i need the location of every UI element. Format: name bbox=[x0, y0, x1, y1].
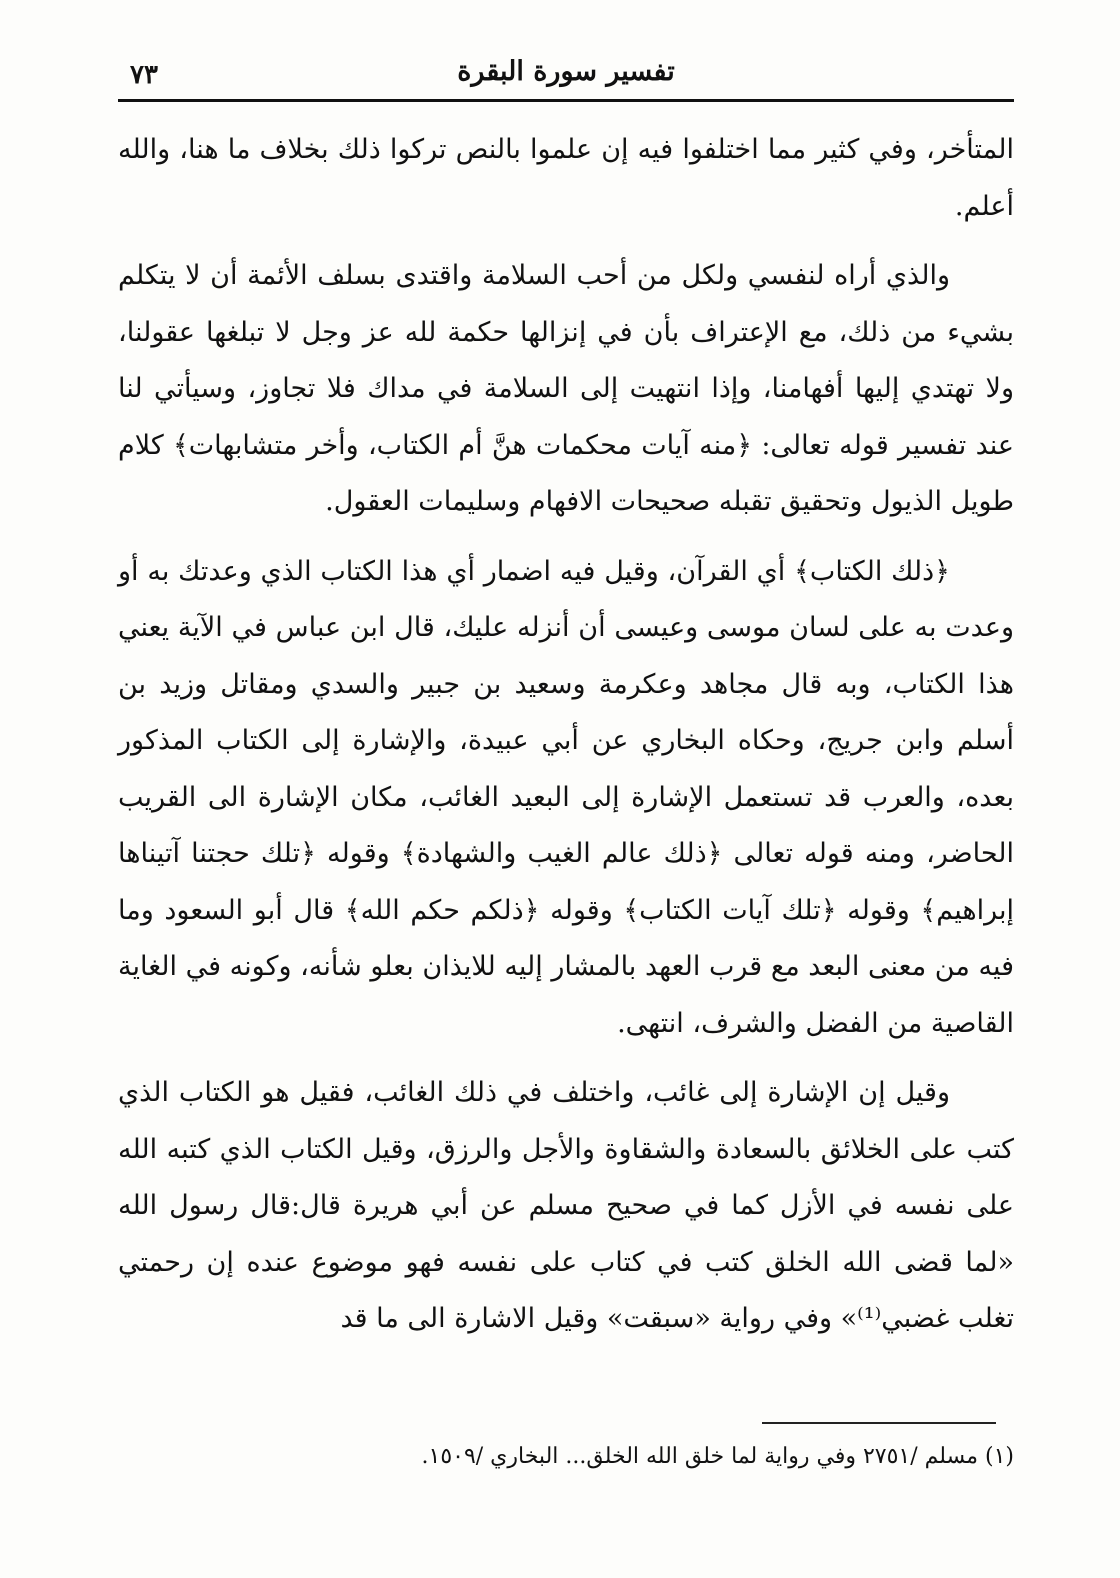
running-title: تفسير سورة البقرة bbox=[457, 56, 675, 87]
page-body bbox=[118, 122, 1014, 1361]
footnote-rule bbox=[762, 1422, 996, 1424]
header-rule bbox=[118, 99, 1014, 102]
footnote: (١) مسلم /٢٧٥١ وفي رواية لما خلق الله الخلق... البخاري /١٥٠٩. bbox=[421, 1444, 1014, 1469]
page-header bbox=[118, 50, 1014, 102]
page-number: ٧٣ bbox=[130, 60, 158, 90]
paragraph-4: وقيل إن الإشارة إلى غائب، واختلف في ذلك الغائب، فقيل هو الكتاب الذي كتب على الخلائق بالسعادة والشقاوة والأجل والرزق، وقيل الكتاب الذي كتبه الله على نفسه في الأزل كما في صحيح مسلم عن أبي هريرة قال:قال رسول الله «لما قضى الله الخلق كتب في كتاب على نفسه فهو موضوع عنده إن رحمتي تغلب غضبي⁽¹⁾» وفي رواية «سبقت» وقيل الاشارة الى ما قد bbox=[118, 1077, 1014, 1334]
paragraph-1: المتأخر، وفي كثير مما اختلفوا فيه إن علموا بالنص تركوا ذلك بخلاف ما هنا، والله أعلم. bbox=[118, 134, 1015, 222]
paragraph-2: والذي أراه لنفسي ولكل من أحب السلامة واقتدى بسلف الأئمة أن لا يتكلم بشيء من ذلك، مع الإعتراف بأن في إنزالها حكمة لله عز وجل لا تبلغها عقولنا، ولا تهتدي إليها أفهامنا، وإذا انتهيت إلى السلامة في مداك فلا تجاوز، وسيأتي لنا عند تفسير قوله تعالى: ﴿منه آيات محكمات هنَّ أم الكتاب، وأخر متشابهات﴾ كلام طويل الذيول وتحقيق تقبله صحيحات الافهام وسليمات العقول. bbox=[118, 260, 1014, 517]
paragraph-3: ﴿ذلك الكتاب﴾ أي القرآن، وقيل فيه اضمار أي هذا الكتاب الذي وعدتك به أو وعدت به على لسان موسى وعيسى أن أنزله عليك، قال ابن عباس في الآية يعني هذا الكتاب، وبه قال مجاهد وعكرمة وسعيد بن جبير والسدي ومقاتل وزيد بن أسلم وابن جريج، وحكاه البخاري عن أبي عبيدة، والإشارة إلى الكتاب المذكور بعده، والعرب قد تستعمل الإشارة إلى البعيد الغائب، مكان الإشارة الى القريب الحاضر، ومنه قوله تعالى ﴿ذلك عالم الغيب والشهادة﴾ وقوله ﴿تلك حجتنا آتيناها إبراهيم﴾ وقوله ﴿تلك آيات الكتاب﴾ وقوله ﴿ذلكم حكم الله﴾ قال أبو السعود وما فيه من معنى البعد مع قرب العهد بالمشار إليه للايذان بعلو شأنه، وكونه في الغاية القاصية من الفضل والشرف، انتهى. bbox=[118, 555, 1014, 1039]
